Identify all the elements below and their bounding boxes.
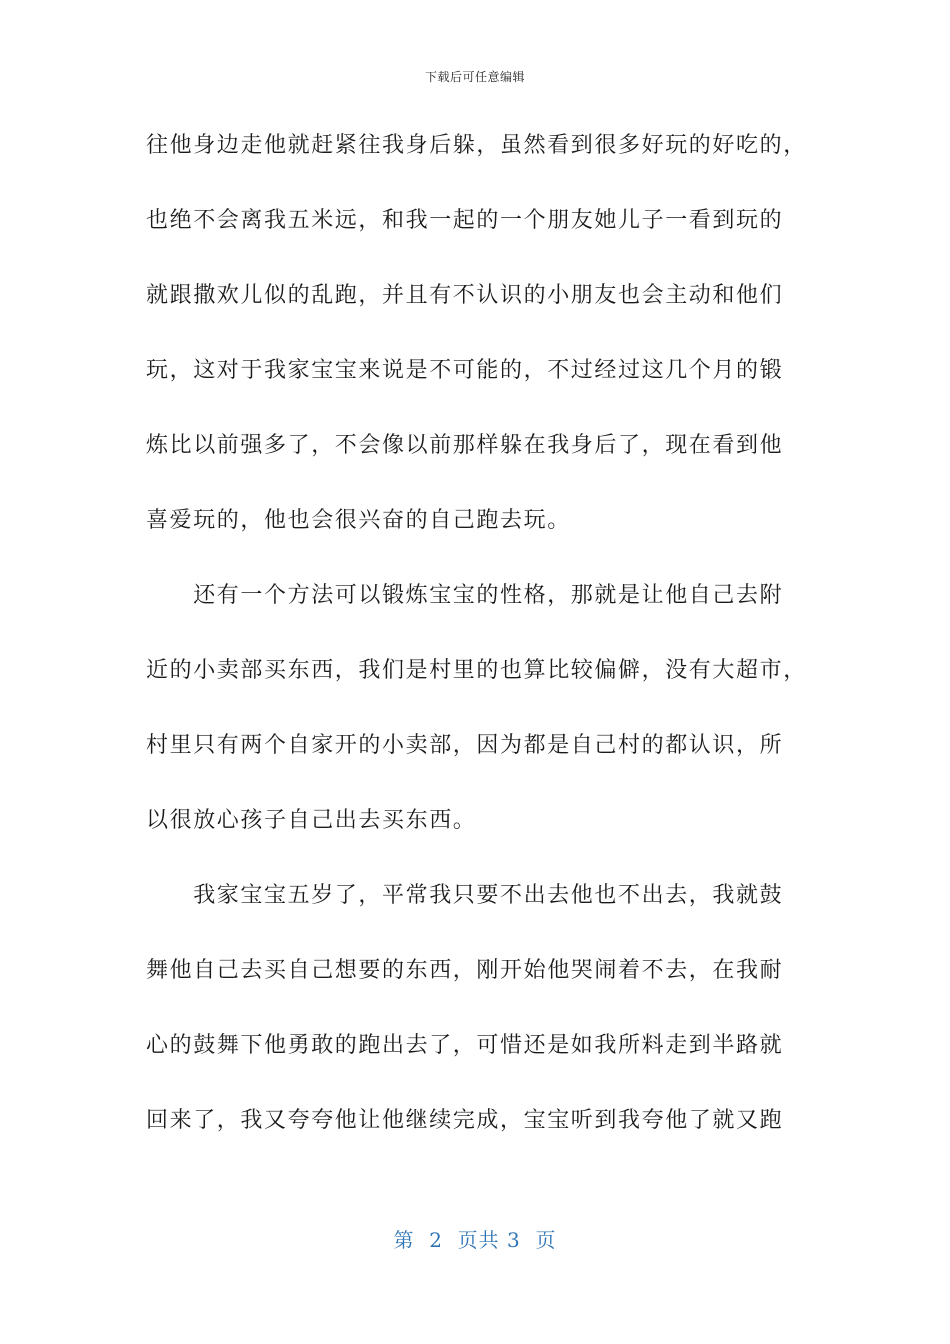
text-line: 村里只有两个自家开的小卖部，因为都是自己村的都认识，所 [146, 733, 784, 758]
text-line: 我家宝宝五岁了，平常我只要不出去他也不出去，我就鼓 [146, 883, 784, 908]
text-line: 往他身边走他就赶紧往我身后躲，虽然看到很多好玩的好吃的， [146, 133, 807, 158]
text-line: 喜爱玩的，他也会很兴奋的自己跑去玩。 [146, 508, 571, 533]
body-text [146, 126, 816, 1176]
page-header: 下载后可任意编辑 [424, 70, 525, 84]
text-line: 玩，这对于我家宝宝来说是不可能的，不过经过这几个月的锻 [146, 358, 784, 383]
text-line: 舞他自己去买自己想要的东西，刚开始他哭闹着不去，在我耐 [146, 958, 784, 983]
text-line: 回来了，我又夸夸他让他继续完成，宝宝听到我夸他了就又跑 [146, 1108, 784, 1133]
page-number-footer: 第 2 页共 3 页 [393, 1228, 557, 1252]
text-line: 就跟撒欢儿似的乱跑，并且有不认识的小朋友也会主动和他们 [146, 283, 784, 308]
text-line: 炼比以前强多了，不会像以前那样躲在我身后了，现在看到他 [146, 433, 784, 458]
text-line: 近的小卖部买东西，我们是村里的也算比较偏僻，没有大超市， [146, 658, 807, 683]
text-line: 还有一个方法可以锻炼宝宝的性格，那就是让他自己去附 [146, 583, 784, 608]
text-line: 以很放心孩子自己出去买东西。 [146, 808, 477, 833]
text-line: 心的鼓舞下他勇敢的跑出去了，可惜还是如我所料走到半路就 [146, 1033, 784, 1058]
text-line: 也绝不会离我五米远，和我一起的一个朋友她儿子一看到玩的 [146, 208, 784, 233]
